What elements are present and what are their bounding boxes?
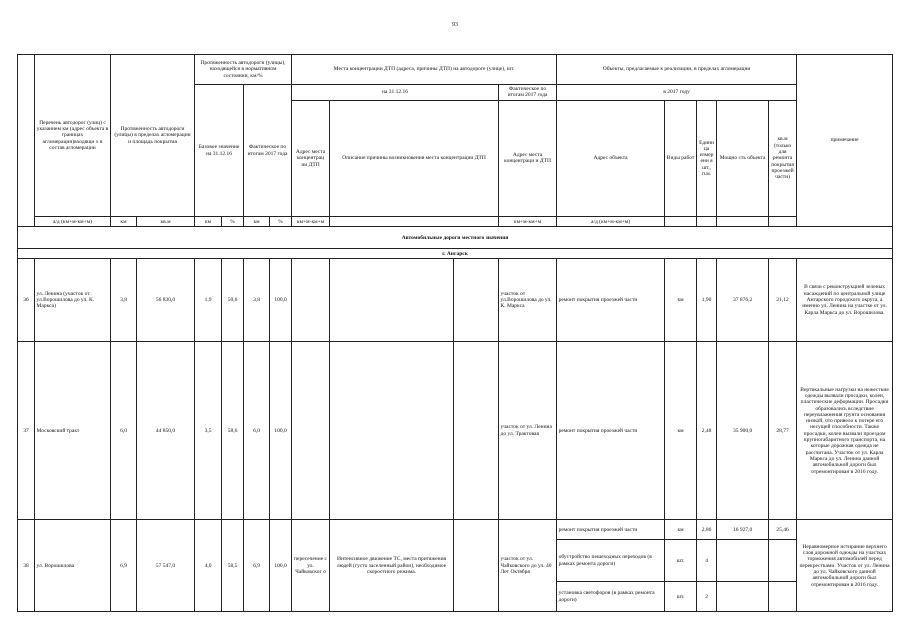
table-cell xyxy=(717,540,769,582)
page-number: 93 xyxy=(452,22,458,28)
table-row xyxy=(18,520,893,540)
table-cell: км xyxy=(665,342,697,520)
table-cell: 3,5 xyxy=(195,342,222,520)
table-cell: 3,8 xyxy=(111,259,137,342)
table-cell: 21,12 xyxy=(769,259,797,342)
empty-cell xyxy=(292,342,330,520)
table-cell: 35 900,0 xyxy=(717,342,769,520)
table-cell: 25,46 xyxy=(769,520,797,540)
table-cell: км xyxy=(665,520,697,540)
table-cell: пересечение с ул. Чайковског о xyxy=(292,520,330,612)
header-dtp-addr2: Адрес места концентраци и ДТП xyxy=(499,100,557,217)
empty-cell xyxy=(292,259,330,342)
table-cell: участок от ул. Ленина до ул. Трактовая xyxy=(499,342,557,520)
table-cell: Вертикальные нагрузки на нежесткие одежды вызвали просадки, колеи, пластические деформации. Просадки образовались вследствие переувлажнения грунта основания низкой, что привело к потере его несущей способности. Также просадки, колеи вызвали проездом крупногабаритного транспорта, на которые дорожная одежда не рассчитана. Участок от ул. Карла Маркса до ул. Ленина данной автомобильной дороги был отремонтирован в 2016 году. xyxy=(797,342,893,520)
header-dtp-group: Места концентрации ДТП (адреса, причины ДТП) на автодороге (улице), шт. xyxy=(292,55,557,85)
table-cell: 2,86 xyxy=(697,520,717,540)
table-cell: 4 xyxy=(697,540,717,582)
table-cell: участок от ул.Ворошилова до ул. К. Маркса xyxy=(499,259,557,342)
table-cell: 37 xyxy=(18,342,35,520)
table-cell: ремонт покрытия проезжей части xyxy=(557,259,665,342)
unit-kmm2: км+м-км+м xyxy=(499,217,557,227)
header-base: Базовое значение на 31.12.16 xyxy=(195,85,244,217)
table-cell: 16 927,0 xyxy=(717,520,769,540)
header-year: в 2017 году xyxy=(557,85,797,101)
table-cell: 28,77 xyxy=(769,342,797,520)
section-title: Автомобильные дороги местного значения xyxy=(18,227,893,249)
header-sqm: кв.м (только для ремонта покрытия проезжей части) xyxy=(769,100,797,217)
table-cell: 58,5 xyxy=(222,520,244,612)
table-cell xyxy=(717,582,769,612)
header-road-list: Перечень автодорог (улиц) с указанием км (адрес объекта в границах агломерации)входящи х в состав агломерации xyxy=(35,55,111,217)
table-cell: 1,9 xyxy=(195,259,222,342)
unit-ad2: а/д (км+м-км+м) xyxy=(557,217,665,227)
table-cell: шт. xyxy=(665,582,697,612)
empty-cell xyxy=(697,217,717,227)
table-cell: 1,90 xyxy=(697,259,717,342)
unit-kmm: км+м-км+м xyxy=(292,217,330,227)
table-cell: 100,0 xyxy=(270,342,292,520)
table-row xyxy=(18,259,893,342)
header-norm-group: Протяженность автодороги (улицы), находящейся в нормативном состоянии, км/% xyxy=(195,55,292,85)
header-unit: Единица измерени я шт., п.м. xyxy=(697,100,717,217)
header-note: примечание xyxy=(797,55,893,227)
table-row xyxy=(18,342,893,520)
table-cell: участок от ул. Чайковского до ул. 40 Лет Октября xyxy=(499,520,557,612)
table-cell: обустройство пешеходных переходов (в рамках ремонта дороги) xyxy=(557,540,665,582)
table-cell xyxy=(769,540,797,582)
table-cell: 100,0 xyxy=(270,259,292,342)
table-cell: ремонт покрытия проезжей части xyxy=(557,342,665,520)
table-cell: 44 850,0 xyxy=(137,342,195,520)
unit-desc xyxy=(330,217,499,227)
table-cell: 6,9 xyxy=(244,520,270,612)
table-cell: 3,8 xyxy=(244,259,270,342)
table-cell: 58,6 xyxy=(222,342,244,520)
unit-pct: % xyxy=(222,217,244,227)
road-objects-table xyxy=(17,54,893,612)
unit-km2: км xyxy=(195,217,222,227)
unit-km3: км xyxy=(244,217,270,227)
table-cell: 56 830,0 xyxy=(137,259,195,342)
table-cell: ремонт покрытия проезжей части xyxy=(557,520,665,540)
header-work-type: Виды работ xyxy=(665,100,697,217)
table-cell: 4,0 xyxy=(195,520,222,612)
table-cell: Интенсивное движение ТС, места притяжения людей (густо заселенный район), необходимое скоростного режима. xyxy=(330,520,454,612)
table-cell: шт. xyxy=(665,540,697,582)
table-cell: установка светофоров (в рамках ремонта дороги) xyxy=(557,582,665,612)
header-dtp-desc: Описание причины возникновения места концентрации ДТП xyxy=(330,100,499,217)
table-cell: Московский тракт xyxy=(35,342,111,520)
empty-cell xyxy=(330,342,454,520)
header-dtp-fact: Фактическое по итогам 2017 года xyxy=(499,85,557,101)
empty-cell xyxy=(454,259,499,342)
table-cell: 6,0 xyxy=(111,342,137,520)
header-dtp-1231: на 31.12.16 xyxy=(292,85,499,101)
unit-pct2: % xyxy=(270,217,292,227)
table-cell: 100,0 xyxy=(270,520,292,612)
table-cell: 6,0 xyxy=(244,342,270,520)
header-power: Мощно сть объекта xyxy=(717,100,769,217)
table-cell: 50,6 xyxy=(222,259,244,342)
unit-ad: а/д (км+м-км+м) xyxy=(35,217,111,227)
table-cell: 57 547,0 xyxy=(137,520,195,612)
header-length: Протяженность автодороги (улицы) в пределах агломерации и площадь покрытия xyxy=(111,55,195,217)
table-cell: 2 xyxy=(697,582,717,612)
table-cell: 2,48 xyxy=(697,342,717,520)
empty-cell xyxy=(769,217,797,227)
empty-cell xyxy=(454,520,499,612)
city-title: г. Ангарск xyxy=(18,249,893,259)
table-cell xyxy=(769,582,797,612)
empty-cell xyxy=(717,217,769,227)
empty-cell xyxy=(665,217,697,227)
table-cell: 37 876,2 xyxy=(717,259,769,342)
unit-sqm: кв.м xyxy=(137,217,195,227)
table-cell: км xyxy=(665,259,697,342)
header-objects-group: Объекты, предлагаемые к реализации, в пределах агломерации xyxy=(557,55,797,85)
header-dtp-addr: Адрес места концентрац ии ДТП xyxy=(292,100,330,217)
table-cell: В связи с реконструкцией зеленых насаждений по центральной улице Ангарского городского округа, а именно ул. Ленина на участке от ул. Карла Маркса до ул. Ворошилова. xyxy=(797,259,893,342)
unit-km: км xyxy=(111,217,137,227)
table-cell: 6,9 xyxy=(111,520,137,612)
empty-cell xyxy=(330,259,454,342)
table-cell: ул. Ленина (участок от ул.Ворошилова до ул. К. Маркса) xyxy=(35,259,111,342)
empty-cell xyxy=(454,342,499,520)
header-fact-2017: Фактическое по итогам 2017 года xyxy=(244,85,292,217)
table-cell: ул. Ворошилова xyxy=(35,520,111,612)
header-no xyxy=(18,55,35,227)
table-cell: 36 xyxy=(18,259,35,342)
table-cell: 38 xyxy=(18,520,35,612)
table-cell: Неравномерное истирание верхнего слоя дорожной одежды на участках торможения автомобилей перед перекрестками. Участок от ул. Ленина до ул. Чайковского данной автомобильной дороги был отремонтирован в 2016 году. xyxy=(797,520,893,612)
header-obj-addr: Адрес объекта xyxy=(557,100,665,217)
